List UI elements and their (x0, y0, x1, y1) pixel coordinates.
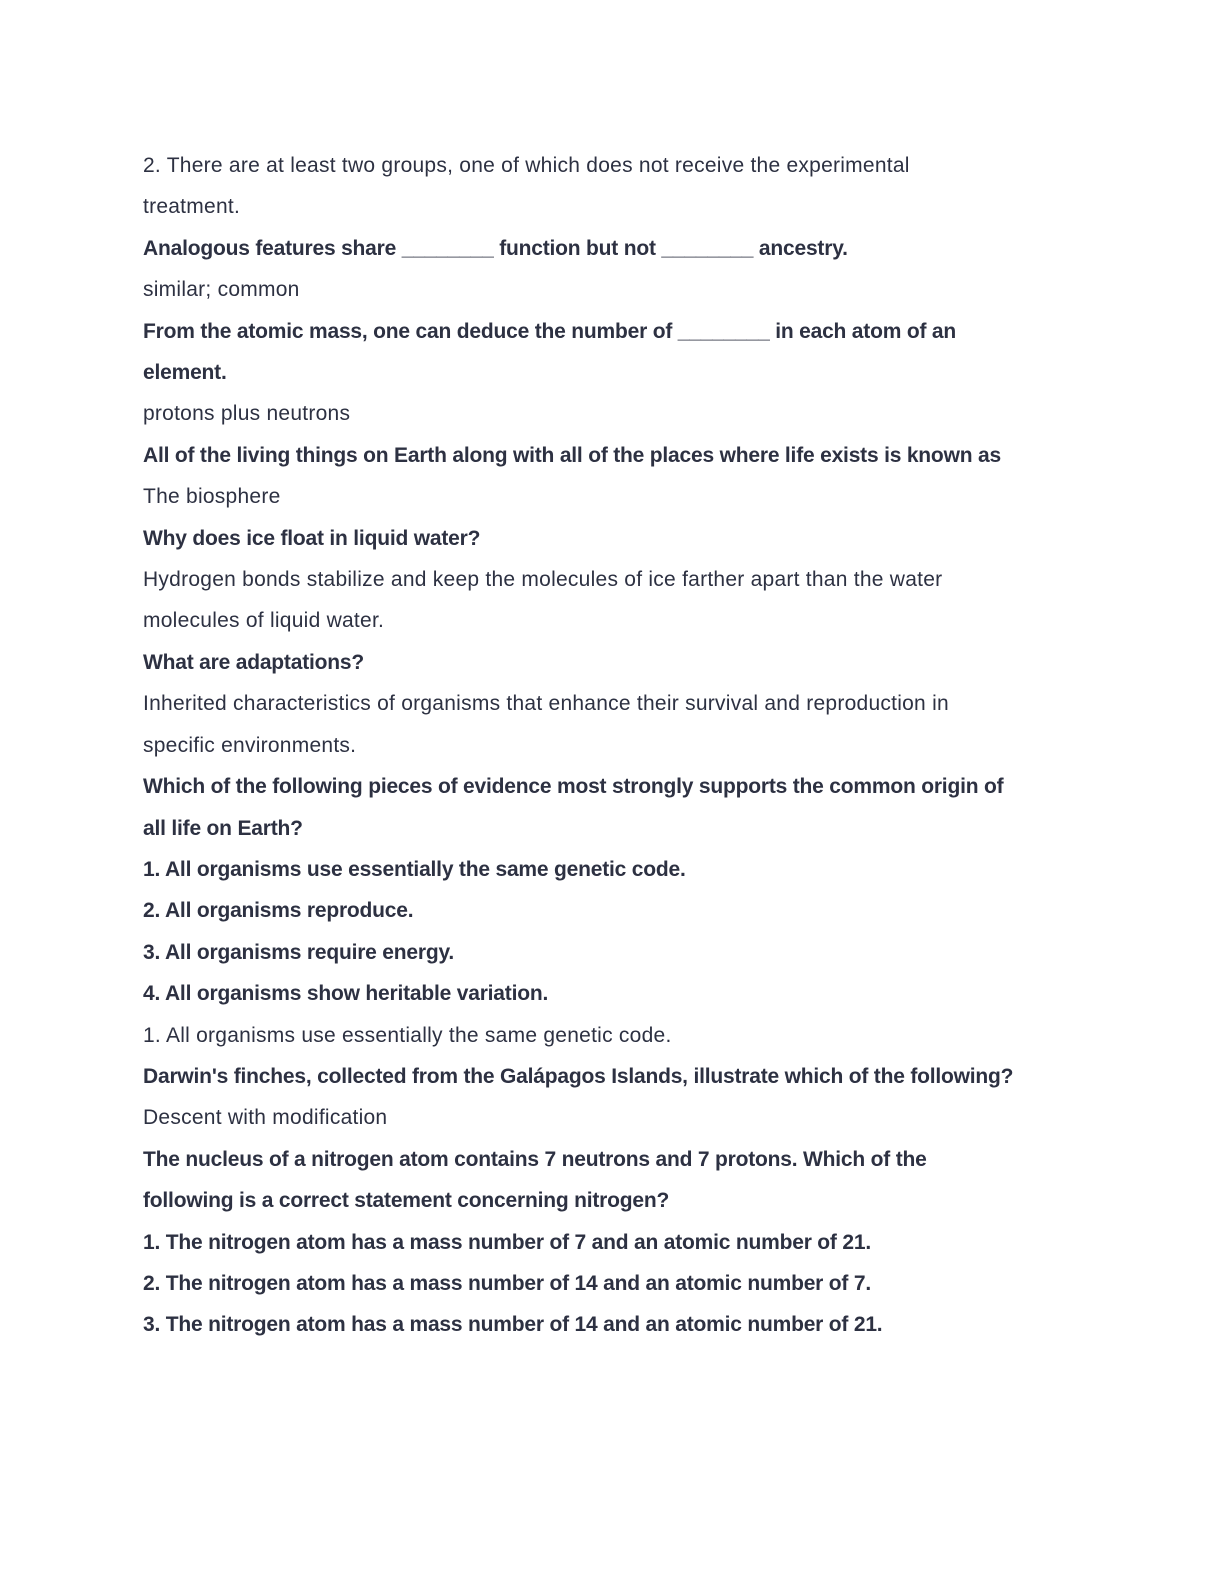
question-text: Which of the following pieces of evidence most strongly supports the common origin of (143, 775, 1004, 799)
question-text: all life on Earth? (143, 816, 303, 840)
answer-text: protons plus neutrons (143, 402, 351, 426)
option-text: 1. The nitrogen atom has a mass number of 7 and an atomic number of 21. (143, 1230, 871, 1254)
answer-text: Hydrogen bonds stabilize and keep the molecules of ice farther apart than the water (143, 568, 943, 592)
question-text: From the atomic mass, one can deduce the number of ________ in each atom of an (143, 319, 956, 343)
answer-text: similar; common (143, 278, 300, 302)
option-text: 1. All organisms use essentially the same genetic code. (143, 857, 686, 881)
question-text: element. (143, 361, 227, 385)
question-text: All of the living things on Earth along with all of the places where life exists is known as (143, 443, 1001, 467)
option-text: 4. All organisms show heritable variation. (143, 982, 549, 1006)
question-text: Darwin's finches, collected from the Galápagos Islands, illustrate which of the following? (143, 1064, 1014, 1088)
document-page (143, 145, 1083, 1346)
answer-text: molecules of liquid water. (143, 609, 385, 633)
question-text: Analogous features share ________ function but not ________ ancestry. (143, 236, 848, 260)
answer-text: The biosphere (143, 485, 281, 509)
question-text: The nucleus of a nitrogen atom contains 7 neutrons and 7 protons. Which of the (143, 1147, 927, 1171)
answer-text: specific environments. (143, 733, 357, 757)
answer-text: Descent with modification (143, 1106, 388, 1130)
option-text: 2. The nitrogen atom has a mass number of 14 and an atomic number of 7. (143, 1271, 871, 1295)
option-text: 3. All organisms require energy. (143, 940, 455, 964)
answer-text: 1. All organisms use essentially the same genetic code. (143, 1023, 672, 1047)
answer-text: treatment. (143, 195, 241, 219)
option-text: 3. The nitrogen atom has a mass number of 14 and an atomic number of 21. (143, 1313, 883, 1337)
option-text: 2. All organisms reproduce. (143, 899, 414, 923)
answer-text: 2. There are at least two groups, one of which does not receive the experimental (143, 154, 910, 177)
question-text: What are adaptations? (143, 650, 364, 674)
question-text: following is a correct statement concerning nitrogen? (143, 1189, 670, 1213)
question-text: Why does ice float in liquid water? (143, 526, 481, 550)
answer-text: Inherited characteristics of organisms that enhance their survival and reproduction in (143, 692, 949, 716)
